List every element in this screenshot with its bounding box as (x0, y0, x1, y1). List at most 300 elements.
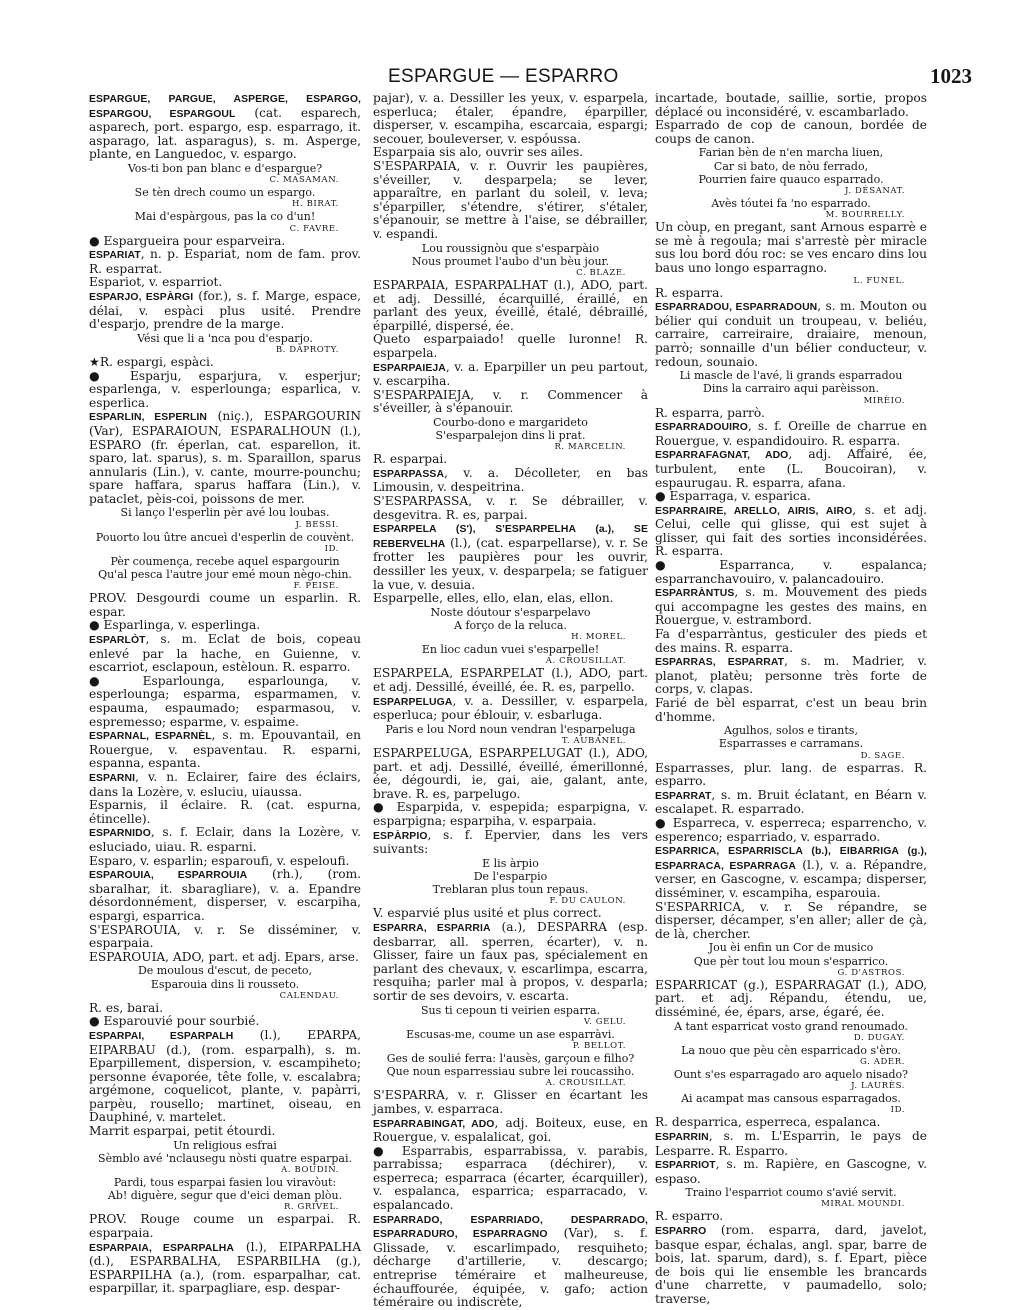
quotation-line (655, 737, 927, 750)
entry-text: ESPARPELUGA, ESPARPELUGAT (l.), ADO, part. et adj. Dessillé, éveillé, émerillonné, ée, dégourdi, ie, gai, aie, galant, ante, brave. R. es, parpelugo. (373, 746, 648, 801)
entry-text: R. esparpai. (373, 452, 448, 467)
dictionary-entry (89, 1029, 361, 1125)
entry-text: Pouorto lou ûtre ancueì d'esperlin de couvènt. (95, 530, 355, 544)
entry-headword: ESPARRAS, ESPARRAT (655, 657, 785, 669)
entry-text: Espariot, v. esparriot. (89, 275, 223, 290)
entry-text: A. BOUDIN. (281, 1165, 339, 1176)
entry-text: Agulhos, solos e tirants, (724, 724, 858, 738)
column-right (655, 91, 928, 1307)
entry-text: MIRÈIO. (863, 395, 905, 406)
dictionary-entry (655, 559, 927, 586)
dictionary-entry (655, 901, 927, 942)
entry-text: Pardi, tous esparpai fasien lou viravòut: (113, 1176, 337, 1190)
entry-text: Pèr coumença, recebe aquel espargourin (110, 554, 340, 568)
quotation-line (655, 1186, 927, 1199)
entry-text: (niç.), ESPARGOURIN (Var), ESPARAIOUN, ESPARALHOUN (l.), ESPARO (fr. éperlan, cat. esparellon, it. sparo, lat. sparus), s. m. Sparaillon, sparus annularis (Lin.), v. cante, mourre-pounchu; spare haffara, sparus haffara (Lin.), v. pataclet, pèis-coi, poissons de mer. (89, 409, 361, 506)
entry-text: T. AUBANEL. (561, 736, 626, 746)
dictionary-entry (89, 729, 361, 771)
dictionary-entry (89, 771, 361, 799)
entry-text: R. esparro. (655, 1209, 724, 1224)
entry-headword: ESPARRAFAGNAT, ADO (655, 450, 789, 462)
entry-text: (l.), EIPARPALHA (d.), ESPARBALHA, ESPARBILHA (g.), ESPARPILHA (a.), (rom. esparpalhar, cat. esparpillar, it. sparpagliare, esp. despar- (89, 1239, 362, 1296)
dictionary-entry (373, 495, 648, 522)
entry-text: incartade, boutade, saillie, sortie, propos déplacé ou inconsidéré, v. escambarlado. (655, 91, 927, 119)
entry-text: R. esparra, parrò. (655, 405, 765, 420)
dictionary-entry (655, 844, 927, 900)
entry-text: ● Esparlounga, esparlounga, v. esperlounga; esparma, esparmamen, v. espauma, espaumado; esparmasou, v. espremesso; esparme, v. espaime. (89, 673, 361, 729)
dictionary-entry (373, 467, 648, 495)
dictionary-entry (89, 799, 361, 826)
entry-text: Pourrien faire quauco esparrado. (698, 172, 884, 186)
dictionary-entry (89, 356, 361, 370)
quotation-line (655, 1020, 927, 1033)
column-left (89, 92, 362, 1296)
entry-text: Que noun esparressiau subre lei roucassiho. (386, 1065, 635, 1079)
entry-text: J. DÉSANAT. (845, 185, 905, 196)
entry-text: , s. m. Bruit éclatant, en Béarn v. escalapet. R. esparrado. (655, 787, 927, 817)
dictionary-entry (89, 370, 361, 411)
entry-headword: ESPARRADOU, ESPARRADOUN (655, 302, 818, 314)
entry-text: Fa d'esparràntus, gesticuler des pieds et des mains. R. esparra. (655, 627, 927, 655)
dictionary-entry (373, 146, 648, 160)
entry-text: S'ESPARRICA, v. r. Se répandre, se disperser, décamper, s'en aller; aller de çà, de là, chercher. (655, 899, 927, 941)
dictionary-entry (655, 1210, 927, 1224)
dictionary-entry (373, 389, 648, 416)
entry-text: R. es, barai. (89, 1000, 164, 1015)
entry-text: V. esparvié plus usité et plus correct. (373, 906, 602, 921)
quotation-author (655, 1057, 905, 1068)
entry-text: , s. m. Mouton ou bélier qui conduit un troupeau, v. beliéu, carraire, carreiraire, draiaire, menoun, parrò; sonnaille d'un bélier conducteur, v. redoun, sounaio. (655, 299, 928, 369)
entry-text: (for.), s. f. Marge, espace, délai, v. espàci plus usité. Prendre d'esparjo, prendre de la marge. (89, 288, 361, 332)
entry-text: Un còup, en pregant, sant Arnous esparrè e se mè à regoula; mai s'arrestè pèr miracle sus lou bord dóu roc: se ves encaro dins lou baus uno longo esparragno. (655, 220, 927, 275)
entry-text: ● Esparraga, v. esparica. (655, 489, 811, 504)
dictionary-entry (373, 522, 648, 592)
dictionary-entry (373, 160, 648, 242)
quotation-line (655, 197, 927, 210)
entry-headword: ESPARRICA, ESPARRISCLA (b.), EIBARRIGA (g.), ESPARRACA, ESPARRAGA (655, 846, 927, 872)
entry-text: H. MOREL. (571, 632, 626, 643)
entry-text: F. DU CAULON. (549, 896, 626, 907)
dictionary-entry (89, 855, 361, 869)
entry-text: , s. m. Mouvement des pieds qui accompagne les gestes des mains, en Rouergue, v. estrambord. (655, 585, 927, 628)
dictionary-entry (373, 592, 648, 606)
quotation-line (89, 332, 361, 345)
entry-text: L. FUNEL. (853, 275, 905, 286)
entry-text: Qu'al pesca l'autre jour emé moun nègo-chin. (98, 568, 352, 582)
entry-text: , s. m. Rapière, en Gascogne, v. espaso. (655, 1157, 927, 1186)
dictionary-entry (655, 628, 927, 655)
dictionary-entry (89, 826, 361, 854)
quotation-line (89, 1152, 361, 1165)
quotation-line (89, 1139, 361, 1152)
entry-text: Nous proumet l'aubo d'un bèu jour. (411, 254, 610, 268)
entry-text: , s. m. L'Esparrin, le pays de Lesparre. R. Esparro. (655, 1128, 927, 1158)
quotation-author (89, 1165, 339, 1176)
entry-text: J. LAURÈS. (851, 1081, 905, 1092)
dictionary-entry (89, 868, 361, 923)
dictionary-entry (655, 119, 927, 146)
dictionary-entry (89, 1125, 361, 1139)
entry-text: , v. n. Eclairer, faire des éclairs, dans la Lozère, v. esluciu, uiaussa. (89, 770, 361, 799)
dictionary-entry (655, 789, 927, 817)
dictionary-entry (373, 801, 648, 828)
quotation-line (89, 568, 361, 581)
entry-text: ★R. espargi, espàci. (89, 354, 214, 369)
quotation-author (89, 544, 339, 555)
dictionary-entry (373, 907, 648, 921)
entry-headword: ESPARIAT (89, 250, 141, 262)
entry-text: Mai d'espàrgous, pas la co d'un! (134, 210, 316, 224)
quotation-author (89, 199, 339, 210)
entry-text: ● Esparrabis, esparrabissa, v. parabis, parrabissa; esparraca (déchirer), v. esperreca; esparraca (écarter, écarquiller), v. espalanca, esparrica; esparracado, v. espalancado. (373, 1143, 648, 1213)
entry-headword: ESPARLIN, ESPERLIN (89, 412, 208, 424)
entry-text: D. DUGAY. (853, 1032, 905, 1043)
entry-headword: ESPARGUE, PARGUE, ASPERGE, ESPARGO, ESPARGOU, ESPARGOUL (89, 94, 361, 120)
entry-text: D. SAGE. (860, 750, 905, 761)
entry-text: Ab! diguère, segur que d'eici deman plòu. (107, 1189, 343, 1203)
entry-headword: ESPARLÒT (89, 635, 146, 647)
entry-text: Que pèr tout lou moun s'esparrico. (693, 954, 889, 968)
entry-text: ● Esparreca, v. esperreca; esparrencho, v. esperenco; esparriado, v. esparrado. (655, 815, 927, 844)
quotation-line (373, 1052, 648, 1065)
quotation-line (373, 723, 648, 736)
entry-text: , s. f. Oreille de charrue en Rouergue, v. espandidouiro. R. esparra. (655, 419, 927, 448)
dictionary-entry (655, 655, 927, 697)
dictionary-entry (655, 287, 927, 301)
entry-text: Vos-ti bon pan blanc e d'espargue? (127, 161, 323, 175)
entry-text: La nouo que pèu cèn esparricado s'èro. (681, 1043, 901, 1057)
entry-text: ● Esparouvié pour sourbié. (89, 1014, 260, 1029)
dictionary-entry (655, 979, 927, 1020)
dictionary-entry (655, 697, 927, 724)
dictionary-entry (655, 92, 927, 119)
quotation-line (655, 369, 927, 382)
dictionary-entry (89, 1213, 361, 1240)
entry-text: S'ESPARRA, v. r. Glisser en écartant les jambes, v. esparraca. (373, 1088, 648, 1116)
dictionary-entry (373, 1145, 648, 1213)
entry-text: S'ESPARPAIA, v. r. Ouvrir les paupières, s'éveiller, v. desparpela; se lever, apparaître, en parlant du soleil, v. leva; s'éparpiller, s'étendre, s'étirer, s'étaler, s'épanouir, se mettre à l'aise, se débrailler, v. espandi. (373, 158, 648, 241)
entry-headword: ESPARRAT (655, 790, 712, 802)
quotation-line (373, 1065, 648, 1078)
dictionary-entry (373, 829, 648, 857)
dictionary-entry (655, 300, 927, 369)
entry-text: Noste dóutour s'esparpelavo (430, 605, 591, 619)
entry-text: ID. (890, 1105, 905, 1116)
entry-text: B. DAPROTY. (275, 344, 339, 355)
column-middle (373, 91, 649, 1310)
entry-text: S'ESPARPAIEJA, v. r. Commencer à s'éveiller, à s'épanouir. (373, 387, 648, 416)
dictionary-entry (655, 817, 927, 844)
quotation-author (655, 1081, 905, 1092)
entry-text: A forço de la reluca. (454, 619, 567, 633)
entry-text: Car si bato, de nòu ferrado, (713, 159, 869, 173)
dictionary-entry (655, 1158, 927, 1186)
quotation-line (373, 416, 648, 429)
entry-text: Esparouia dins li rousseto. (150, 977, 300, 991)
dictionary-entry (373, 279, 648, 333)
entry-text: pajar), v. a. Dessiller les yeux, v. esparpela, esperluca; étaler, épandre, éparpiller, disperser, v. escampiha, escarcaia, espargi; secouer, bouleverser, v. espóussa. (373, 91, 648, 146)
entry-text: (a.), DESPARRA (esp. desbarrar, all. sperren, écarter), v. n. Glisser, faire un faux pas, spécialement en parlant des chevaux, v. escarlimpa, escarra, resquiha; parler mal à propos, v. desparla; sortir de ses devoirs, v. escarta. (373, 919, 648, 1003)
entry-text: (l.), EPARPA, EIPARBAU (d.), (rom. esparpalh), s. m. Eparpillement, dispersion, v. escampiheto; personne évaporée, tête folle, v. escalabra; argémone, coquelicot, plante, v. papàrri, parpèu, rousello; martinet, oiseau, en Dauphiné, v. martelet. (89, 1027, 361, 1125)
entry-text: , s. m. Madrier, v. planot, platèu; personne très forte de corps, v. clapas. (655, 654, 927, 697)
dictionary-entry (89, 1015, 361, 1029)
entry-headword: ESPARRÀNTUS (655, 588, 735, 600)
entry-text: S'esparpalejon dins li prat. (435, 429, 586, 443)
dictionary-entry (89, 619, 361, 633)
entry-text: , s. et adj. Celui, celle qui glisse, qui est sujet à glisser, qui fait des sorties inconsidérées. R. esparra. (655, 502, 927, 559)
quotation-line (89, 964, 361, 977)
dictionary-entry (89, 276, 361, 290)
entry-text: R. desparrica, esperreca, espalanca. (655, 1115, 881, 1130)
dictionary-entry (89, 1241, 361, 1296)
entry-text: G. ADER. (860, 1056, 905, 1067)
quotation-line (373, 242, 648, 255)
entry-text: (Var), s. f. Glissade, v. escarlimpado, resquiheto; décharge d'artillerie, v. descargo; entreprise téméraire et malheureuse, échauffourée, équipée, v. gafo; action téméraire ou indiscrète, (373, 1226, 649, 1310)
dictionary-entry (655, 586, 927, 628)
dictionary-entry (89, 675, 361, 729)
quotation-line (373, 619, 648, 632)
running-head (0, 62, 1024, 92)
entry-headword: ESPARRIN (655, 1131, 709, 1143)
entry-text: (rom. esparra, dard, javelot, basque espar, échalas, angl. spar, barre de bois, lat. sparum, dard), s. f. Epart, pièce de bois qui lie ensemble les brancards d'une charrette, v paumadello, solo; traverse, (655, 1223, 927, 1307)
entry-headword: ESPARPAIEJA (373, 362, 446, 374)
entry-text: M. BOURRELLY. (825, 210, 905, 221)
quotation-line (373, 643, 648, 656)
dictionary-entry (655, 448, 927, 490)
entry-text: R. MARCELIN. (554, 442, 626, 453)
dictionary-entry (89, 951, 361, 965)
entry-text: MIRAL MOUNDI. (821, 1199, 905, 1210)
entry-text: A. CROUSILLAT. (545, 656, 626, 667)
quotation-line (373, 429, 648, 442)
quotation-line (89, 162, 361, 175)
dictionary-entry (655, 490, 927, 504)
entry-headword: ESPARRABINGAT, ADO (373, 1118, 495, 1130)
dictionary-entry (373, 667, 648, 694)
entry-headword: ESPARPELUGA (373, 696, 453, 708)
dictionary-entry (89, 924, 361, 951)
dictionary-entry (655, 1130, 927, 1158)
entry-text: S'ESPAROUIA, v. r. Se disséminer, v. esparpaia. (89, 922, 361, 951)
entry-text: Li mascle de l'avé, li grands esparradou (679, 369, 903, 383)
quotation-line (89, 555, 361, 568)
quotation-author (89, 520, 339, 531)
dictionary-entry (89, 410, 361, 506)
entry-text: Avès tóutei fa 'no esparrado. (711, 196, 871, 210)
entry-text: C. MASAMAN. (269, 175, 339, 186)
entry-text: De l'esparpio (473, 869, 548, 883)
entry-text: De moulous d'escut, de peceto, (137, 964, 313, 978)
dictionary-entry (89, 92, 361, 162)
entry-text: ● Esparpida, v. espepida; esparpigna, v. esparpigna; esparpiha, v. esparpaia. (373, 800, 648, 828)
quotation-line (655, 382, 927, 395)
dictionary-entry (89, 248, 361, 276)
entry-text: ESPARPAIA, ESPARPALHAT (l.), ADO, part. et adj. Dessillé, écarquillé, éraillé, en parlant des yeux, éveillé, étalé, débraillé, éparpillé, dispersé, ée. (373, 277, 648, 333)
entry-headword: ESPARRO (655, 1226, 707, 1238)
quotation-line (655, 1044, 927, 1057)
entry-headword: ESPARRIOT (655, 1160, 716, 1172)
entry-text: ● Esparlinga, v. esperlinga. (89, 618, 261, 633)
entry-text: , adj. Boiteux, euse, en Rouergue, v. espalalicat, goi. (373, 1115, 648, 1145)
entry-text: , v. a. Dessiller, v. esparpela, esperluca; pour éblouir, v. esbarluga. (373, 693, 648, 723)
entry-text: Esparnis, il éclaire. R. (cat. espurna, étincelle). (89, 798, 361, 826)
entry-text: (cat. esparech, asparech, port. espargo, esp. esparrago, it. asparago, lat. asparagus), s. m. Asperge, plante, en Languedoc, v. espargo. (89, 105, 361, 162)
entry-text: , s. f. Eclair, dans la Lozère, v. esluciado, uiau. R. esparni. (89, 825, 361, 854)
entry-text: R. GRIVEL. (283, 1202, 339, 1213)
entry-text: Esparrado de cop de canoun, bordée de coups de canon. (655, 118, 927, 146)
dictionary-entry (373, 92, 648, 146)
entry-text: P. BELLOT. (572, 1040, 626, 1051)
quotation-author (655, 1033, 905, 1044)
dictionary-entry (655, 420, 927, 448)
entry-headword: ESPARPAIA, ESPARPALHA (89, 1242, 234, 1254)
entry-headword: ESPARRADOUIRO (655, 422, 748, 434)
entry-text: Marrit esparpai, petit étourdi. (89, 1124, 276, 1139)
entry-text: Escusas-me, coume un ase esparràvi. (406, 1027, 615, 1041)
dictionary-entry (655, 407, 927, 421)
quotation-line (655, 1092, 927, 1105)
entry-text: C. BLAZE. (576, 267, 626, 278)
quotation-line (373, 1028, 648, 1041)
entry-text: (rh.), (rom. sbaralhar, it. sbaragliare), v. a. Epandre désordonnément, disperser, v. escarpiha, espargi, esparrica. (89, 867, 361, 923)
dictionary-entry (89, 592, 361, 619)
entry-text: Ges de soulié ferra: l'ausès, garçoun e filho? (386, 1051, 635, 1065)
entry-text: A tant esparricat vosto grand renoumado. (674, 1019, 908, 1033)
entry-text: C. FAVRE. (289, 223, 339, 234)
entry-text: E lis àrpio (482, 856, 539, 870)
entry-text: , s. f. Epervier, dans les vers suivants: (373, 827, 648, 857)
dictionary-entry (373, 453, 648, 467)
entry-text: Esparo, v. esparlin; esparoufi, v. espeloufi. (89, 853, 350, 868)
entry-headword: ESPARNIDO (89, 828, 151, 840)
dictionary-entry (89, 633, 361, 675)
quotation-line (655, 173, 927, 186)
entry-text: Se tèn drech coumo un espargo. (134, 186, 316, 200)
entry-text: Jou èi enfin un Cor de musico (708, 941, 874, 955)
entry-text: Treblaran plus toun repaus. (432, 883, 589, 897)
entry-text: Lou roussignòu que s'esparpàio (421, 241, 600, 255)
entry-text: Esparrasses, plur. lang. de esparras. R. esparro. (655, 760, 927, 789)
entry-text: ESPAROUIA, ADO, part. et adj. Epars, arse. (89, 949, 359, 964)
quotation-line (373, 255, 648, 268)
entry-text: PROV. Desgourdi coume un esparlin. R. espar. (89, 591, 361, 619)
dictionary-entry (373, 1213, 648, 1310)
quotation-line (373, 870, 648, 883)
quotation-line (655, 955, 927, 968)
entry-text: Sèmblo avé 'nclausegu nòsti quatre esparpai. (98, 1151, 352, 1165)
quotation-line (655, 1068, 927, 1081)
entry-text: , s. m. Eclat de bois, copeau enlevé par la hache, en Guienne, v. escarriot, esclapoun, estèloun. R. esparro. (89, 632, 361, 675)
entry-text: Esparrasses e carramans. (718, 737, 864, 751)
entry-headword: ESPARJO, ESPÀRGI (89, 291, 194, 303)
entry-text: Si lanço l'esperlin pèr avé lou loubas. (120, 506, 330, 520)
entry-text: Farié de bèl esparrat, c'est un beau brin d'homme. (655, 696, 927, 724)
dictionary-entry (89, 1002, 361, 1016)
entry-headword: ESPARNAL, ESPARNÈL (89, 731, 212, 743)
entry-text: Vési que li a 'nca pou d'esparjo. (137, 331, 313, 345)
entry-text: ● Esparju, esparjura, v. esperjur; esparlenga, v. esperlounga; esparlica, v. esperlica. (89, 368, 361, 410)
entry-text: S'ESPARPASSA, v. r. Se débrailler, v. desgevitra. R. es, parpai. (373, 494, 648, 522)
quotation-line (89, 186, 361, 199)
entry-text: Esparpaia sis alo, ouvrir ses ailes. (373, 145, 584, 160)
entry-text: ID. (324, 543, 339, 554)
entry-text: CALENDAU. (279, 990, 339, 1001)
page-number: 1023 (930, 64, 972, 88)
entry-headword: ESPARRA, ESPARRIA (373, 922, 491, 934)
quotation-line (89, 531, 361, 544)
dictionary-entry (373, 1117, 648, 1145)
running-head-title: ESPARGUE — ESPARRO (388, 66, 619, 87)
entry-headword: ESPARPELA (S'), S'ESPARPELHA (a.), SE REBERVELHA (373, 524, 648, 550)
dictionary-entry (373, 361, 648, 389)
dictionary-entry (655, 762, 927, 789)
entry-text: Un religious esfrai (173, 1138, 277, 1152)
entry-headword: ESPARRAIRE, ARELLO, AIRIS, AIRO (655, 505, 853, 517)
quotation-line (89, 506, 361, 519)
quotation-line (655, 146, 927, 159)
quotation-line (373, 857, 648, 870)
dictionary-entry (655, 221, 927, 275)
dictionary-entry (373, 1089, 648, 1116)
entry-text: Courbo-dono e margarideto (433, 415, 588, 429)
dictionary-entry (655, 504, 927, 559)
quotation-author (373, 1017, 626, 1028)
entry-text: Dins la carrairo aqui parèisson. (703, 382, 879, 396)
entry-text: Ai acampat mas cansous esparragados. (681, 1092, 901, 1106)
dictionary-entry (373, 747, 648, 801)
entry-text: , n. p. Espariat, nom de fam. prov. R. esparrat. (89, 247, 361, 276)
entry-text: ESPARPELA, ESPARPELAT (l.), ADO, part. et adj. Dessillé, éveillé, ée. R. es, parpello. (373, 666, 648, 695)
quotation-line (373, 883, 648, 896)
dictionary-entry (373, 333, 648, 360)
entry-text: Farian bèn de n'en marcha liuen, (698, 146, 884, 160)
entry-text: Paris e lou Nord noun vendran l'esparpeluga (385, 722, 636, 736)
quotation-line (89, 210, 361, 223)
quotation-line (655, 160, 927, 173)
entry-text: A. CROUSILLAT. (545, 1078, 626, 1089)
quotation-author (373, 632, 626, 643)
entry-text: Sus ti cepoun ti veirien esparra. (420, 1003, 601, 1017)
quotation-line (89, 978, 361, 991)
quotation-line (89, 1189, 361, 1202)
entry-text: ● Esparranca, v. espalanca; esparranchavouiro, v. palancadouiro. (655, 558, 927, 586)
dictionary-entry (89, 290, 361, 332)
entry-text: , adj. Affairé, ée, turbulent, ente (L. Boucoiran), v. espaurugau. R. esparra, afana. (655, 447, 927, 490)
entry-text: ESPARRICAT (g.), ESPARRAGAT (l.), ADO, part. et adj. Répandu, étendu, ue, disséminé, ée, épars, arse, égaré, ée. (655, 977, 927, 1019)
entry-headword: ESPARPAI, ESPARPALH (89, 1030, 234, 1042)
entry-text: G. D'ASTROS. (837, 967, 905, 978)
entry-text: Queto esparpaiado! quelle luronne! R. esparpela. (373, 332, 648, 360)
quotation-line (89, 1176, 361, 1189)
quotation-line (655, 941, 927, 954)
entry-text: (l.), (cat. esparpellarse), v. r. Se frotter les paupières pour les ouvrir, dessiller les yeux, v. desparpela; se fatiguer la vue, v. desuia. (373, 535, 648, 592)
quotation-author (655, 186, 905, 197)
quotation-author (89, 175, 339, 186)
dictionary-entry (373, 695, 648, 723)
entry-text: , v. a. Eparpiller un peu partout, v. escarpiha. (373, 359, 648, 389)
entry-text: F. PEISE. (293, 581, 339, 592)
entry-text: PROV. Rouge coume un esparpai. R. esparpaia. (89, 1212, 361, 1241)
quotation-author (373, 1041, 626, 1052)
entry-text: , s. m. Epouvantail, en Rouergue, v. espaventau. R. esparni, espanna, espanta. (89, 728, 361, 771)
quotation-line (655, 724, 927, 737)
dictionary-entry (89, 235, 361, 249)
entry-text: V. GELU. (583, 1016, 626, 1027)
entry-headword: ESPARPASSA (373, 468, 445, 480)
entry-headword: ESPÀRPIO (373, 830, 428, 842)
quotation-line (373, 1004, 648, 1017)
entry-headword: ESPAROUIA, ESPARROUIA (89, 870, 248, 882)
